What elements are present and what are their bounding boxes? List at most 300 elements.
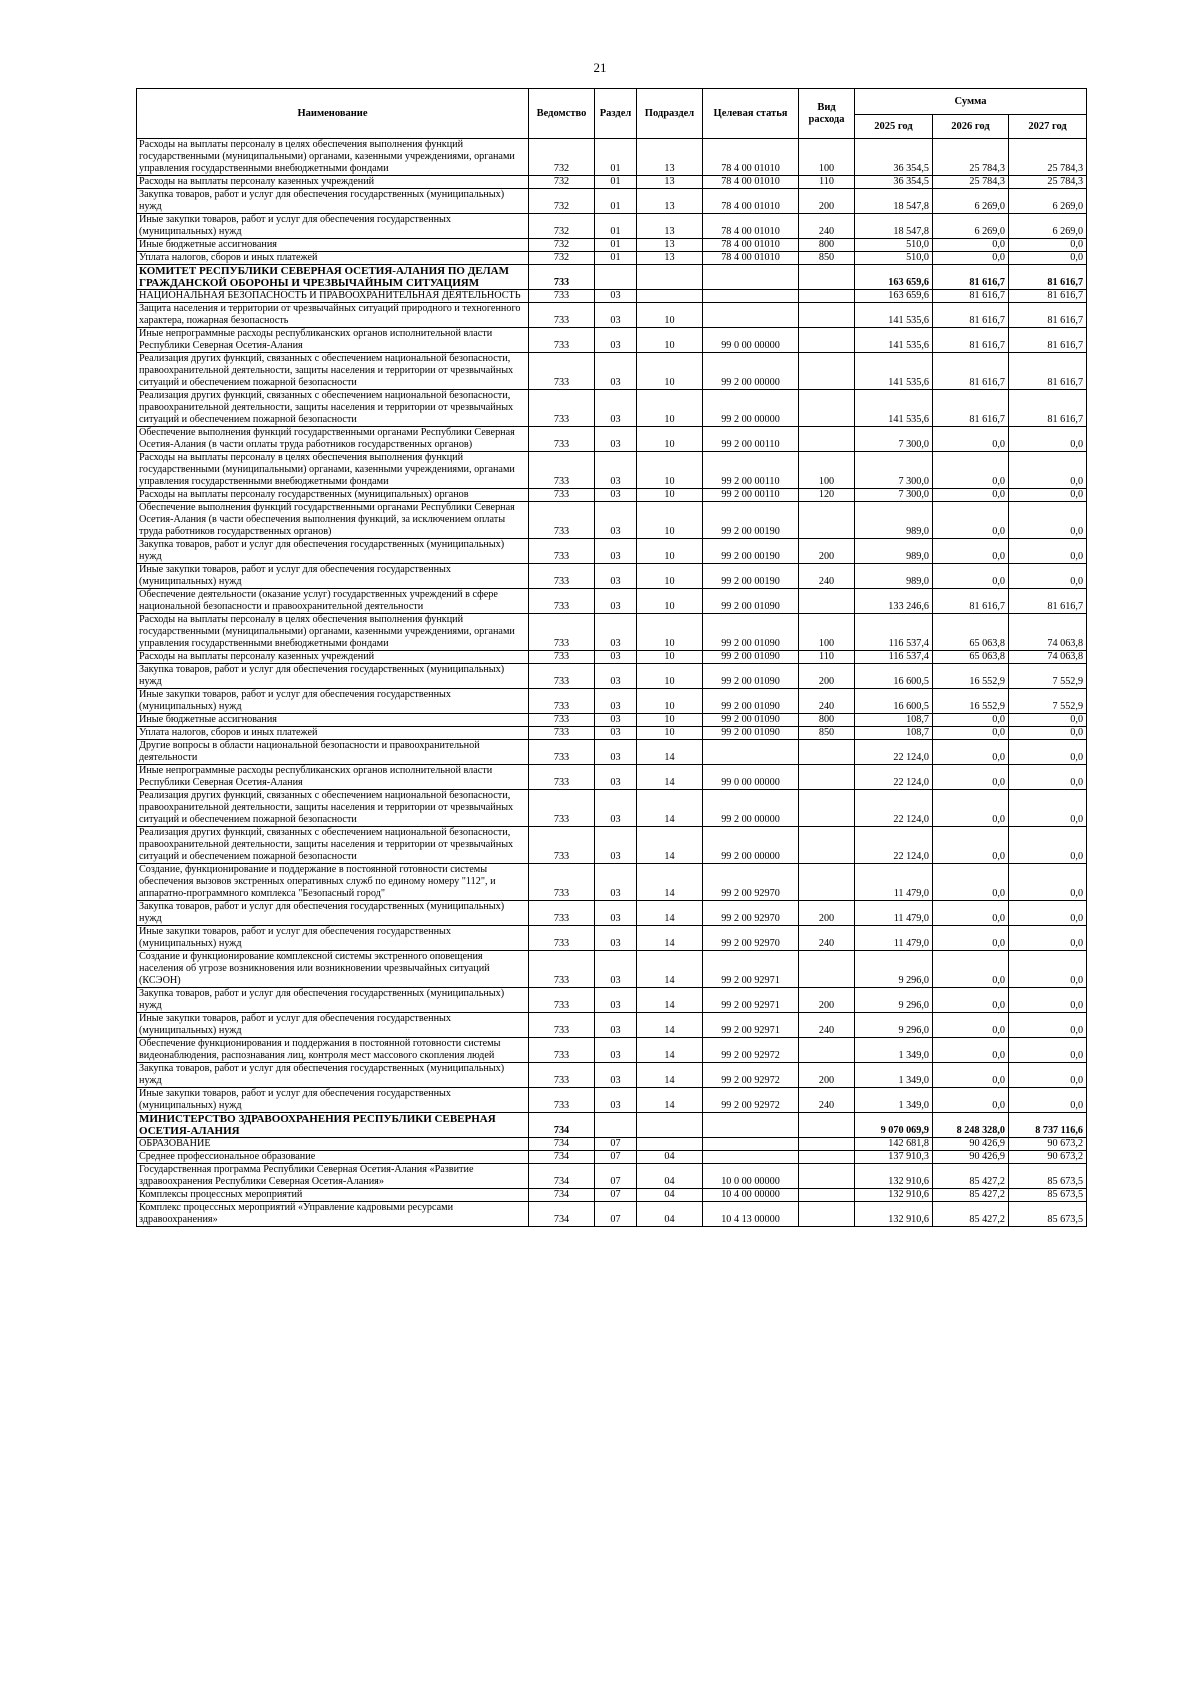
target-article-cell: 78 4 00 01010: [703, 176, 799, 189]
header-subsection: Подраздел: [637, 89, 703, 139]
amount-2026-cell: 0,0: [933, 926, 1009, 951]
header-year-2026: 2026 год: [933, 115, 1009, 139]
amount-2026-cell: 0,0: [933, 765, 1009, 790]
amount-2025-cell: 9 296,0: [855, 988, 933, 1013]
department-cell: 734: [529, 1164, 595, 1189]
expense-type-cell: 240: [799, 564, 855, 589]
department-cell: 733: [529, 988, 595, 1013]
expense-type-cell: 110: [799, 176, 855, 189]
target-article-cell: 99 2 00 00190: [703, 539, 799, 564]
target-article-cell: [703, 1151, 799, 1164]
subsection-cell: 13: [637, 252, 703, 265]
name-cell: Обеспечение выполнения функций государственными органами Республики Северная Осетия-Алания (в части оплаты труда работников государственных органов): [137, 427, 529, 452]
name-cell: МИНИСТЕРСТВО ЗДРАВООХРАНЕНИЯ РЕСПУБЛИКИ СЕВЕРНАЯ ОСЕТИЯ-АЛАНИЯ: [137, 1113, 529, 1138]
target-article-cell: 99 0 00 00000: [703, 765, 799, 790]
section-cell: 03: [595, 765, 637, 790]
name-cell: Уплата налогов, сборов и иных платежей: [137, 252, 529, 265]
target-article-cell: 99 2 00 01090: [703, 727, 799, 740]
amount-2025-cell: 1 349,0: [855, 1038, 933, 1063]
table-row: [137, 740, 1087, 765]
expense-type-cell: [799, 290, 855, 303]
table-row: [137, 1063, 1087, 1088]
expense-type-cell: 200: [799, 189, 855, 214]
target-article-cell: 99 2 00 00110: [703, 427, 799, 452]
section-cell: 03: [595, 714, 637, 727]
amount-2026-cell: 0,0: [933, 951, 1009, 988]
target-article-cell: [703, 290, 799, 303]
name-cell: Закупка товаров, работ и услуг для обеспечения государственных (муниципальных) нужд: [137, 901, 529, 926]
amount-2026-cell: 0,0: [933, 1088, 1009, 1113]
section-cell: 03: [595, 564, 637, 589]
expense-type-cell: 100: [799, 139, 855, 176]
table-row: [137, 390, 1087, 427]
amount-2027-cell: 0,0: [1009, 564, 1087, 589]
section-cell: 03: [595, 689, 637, 714]
table-row: [137, 489, 1087, 502]
section-cell: 07: [595, 1151, 637, 1164]
amount-2025-cell: 7 300,0: [855, 489, 933, 502]
subsection-cell: 14: [637, 740, 703, 765]
target-article-cell: 99 2 00 00190: [703, 502, 799, 539]
amount-2026-cell: 81 616,7: [933, 589, 1009, 614]
name-cell: Закупка товаров, работ и услуг для обеспечения государственных (муниципальных) нужд: [137, 539, 529, 564]
section-cell: 01: [595, 252, 637, 265]
amount-2025-cell: 108,7: [855, 714, 933, 727]
table-row: [137, 1088, 1087, 1113]
table-row: [137, 1038, 1087, 1063]
expense-type-cell: [799, 353, 855, 390]
amount-2027-cell: 81 616,7: [1009, 290, 1087, 303]
amount-2026-cell: 0,0: [933, 239, 1009, 252]
target-article-cell: 99 2 00 92972: [703, 1063, 799, 1088]
amount-2026-cell: 0,0: [933, 489, 1009, 502]
department-cell: 732: [529, 176, 595, 189]
target-article-cell: 99 2 00 01090: [703, 589, 799, 614]
section-cell: 03: [595, 988, 637, 1013]
amount-2025-cell: 141 535,6: [855, 353, 933, 390]
name-cell: Закупка товаров, работ и услуг для обеспечения государственных (муниципальных) нужд: [137, 189, 529, 214]
subsection-cell: 14: [637, 1088, 703, 1113]
subsection-cell: 10: [637, 727, 703, 740]
target-article-cell: 99 2 00 01090: [703, 664, 799, 689]
amount-2025-cell: 22 124,0: [855, 765, 933, 790]
name-cell: Расходы на выплаты персоналу в целях обеспечения выполнения функций государственными (муниципальными) органами, казенными учреждениями, органами управления государственными внебюджетными фондами: [137, 452, 529, 489]
department-cell: 733: [529, 564, 595, 589]
department-cell: 733: [529, 1038, 595, 1063]
table-row: [137, 139, 1087, 176]
name-cell: Обеспечение деятельности (оказание услуг) государственных учреждений в сфере национальной безопасности и правоохранительной деятельности: [137, 589, 529, 614]
name-cell: Уплата налогов, сборов и иных платежей: [137, 727, 529, 740]
amount-2027-cell: 81 616,7: [1009, 303, 1087, 328]
name-cell: Иные бюджетные ассигнования: [137, 239, 529, 252]
table-row: [137, 864, 1087, 901]
name-cell: Иные закупки товаров, работ и услуг для обеспечения государственных (муниципальных) нужд: [137, 1088, 529, 1113]
amount-2027-cell: 81 616,7: [1009, 353, 1087, 390]
subsection-cell: 10: [637, 328, 703, 353]
section-cell: [595, 265, 637, 290]
subsection-cell: 10: [637, 689, 703, 714]
section-cell: 03: [595, 827, 637, 864]
section-cell: 01: [595, 214, 637, 239]
amount-2025-cell: 7 300,0: [855, 427, 933, 452]
target-article-cell: 78 4 00 01010: [703, 189, 799, 214]
name-cell: Реализация других функций, связанных с обеспечением национальной безопасности, правоохранительной деятельности, защиты населения и территории от чрезвычайных ситуаций и обеспечением пожарной безопасности: [137, 790, 529, 827]
amount-2027-cell: 0,0: [1009, 714, 1087, 727]
amount-2026-cell: 0,0: [933, 901, 1009, 926]
name-cell: Иные закупки товаров, работ и услуг для обеспечения государственных (муниципальных) нужд: [137, 214, 529, 239]
table-row: [137, 1138, 1087, 1151]
amount-2027-cell: 81 616,7: [1009, 589, 1087, 614]
subsection-cell: [637, 290, 703, 303]
table-row: [137, 564, 1087, 589]
section-cell: 03: [595, 353, 637, 390]
department-cell: 733: [529, 489, 595, 502]
header-department: Ведомство: [529, 89, 595, 139]
table-row: [137, 689, 1087, 714]
table-row: [137, 1189, 1087, 1202]
name-cell: Расходы на выплаты персоналу государственных (муниципальных) органов: [137, 489, 529, 502]
amount-2027-cell: 0,0: [1009, 926, 1087, 951]
table-row: [137, 1013, 1087, 1038]
amount-2027-cell: 6 269,0: [1009, 189, 1087, 214]
amount-2026-cell: 0,0: [933, 864, 1009, 901]
header-name: Наименование: [137, 89, 529, 139]
expense-type-cell: [799, 390, 855, 427]
department-cell: 733: [529, 353, 595, 390]
amount-2025-cell: 1 349,0: [855, 1088, 933, 1113]
amount-2025-cell: 9 296,0: [855, 1013, 933, 1038]
department-cell: 733: [529, 390, 595, 427]
name-cell: Расходы на выплаты персоналу в целях обеспечения выполнения функций государственными (муниципальными) органами, казенными учреждениями, органами управления государственными внебюджетными фондами: [137, 614, 529, 651]
subsection-cell: 04: [637, 1202, 703, 1227]
target-article-cell: [703, 1138, 799, 1151]
expense-type-cell: 100: [799, 452, 855, 489]
amount-2025-cell: 116 537,4: [855, 614, 933, 651]
department-cell: 733: [529, 714, 595, 727]
amount-2025-cell: 9 070 069,9: [855, 1113, 933, 1138]
table-row: [137, 452, 1087, 489]
target-article-cell: 99 2 00 00110: [703, 489, 799, 502]
table-row: [137, 427, 1087, 452]
amount-2025-cell: 163 659,6: [855, 265, 933, 290]
amount-2025-cell: 18 547,8: [855, 189, 933, 214]
section-cell: [595, 1113, 637, 1138]
name-cell: Расходы на выплаты персоналу казенных учреждений: [137, 651, 529, 664]
section-cell: 03: [595, 951, 637, 988]
name-cell: Реализация других функций, связанных с обеспечением национальной безопасности, правоохранительной деятельности, защиты населения и территории от чрезвычайных ситуаций и обеспечением пожарной безопасности: [137, 353, 529, 390]
amount-2027-cell: 0,0: [1009, 1038, 1087, 1063]
section-cell: 03: [595, 740, 637, 765]
expense-type-cell: 200: [799, 664, 855, 689]
table-row: [137, 1164, 1087, 1189]
subsection-cell: 10: [637, 539, 703, 564]
amount-2026-cell: 0,0: [933, 252, 1009, 265]
expense-type-cell: 240: [799, 689, 855, 714]
name-cell: Комплекс процессных мероприятий «Управление кадровыми ресурсами здравоохранения»: [137, 1202, 529, 1227]
department-cell: 733: [529, 926, 595, 951]
amount-2027-cell: 81 616,7: [1009, 328, 1087, 353]
name-cell: Иные непрограммные расходы республиканских органов исполнительной власти Республики Северная Осетия-Алания: [137, 765, 529, 790]
name-cell: Комплексы процессных мероприятий: [137, 1189, 529, 1202]
department-cell: 732: [529, 189, 595, 214]
target-article-cell: 99 2 00 92971: [703, 988, 799, 1013]
subsection-cell: 10: [637, 589, 703, 614]
amount-2027-cell: 0,0: [1009, 452, 1087, 489]
amount-2025-cell: 163 659,6: [855, 290, 933, 303]
department-cell: 733: [529, 1013, 595, 1038]
header-section: Раздел: [595, 89, 637, 139]
expense-type-cell: [799, 765, 855, 790]
amount-2025-cell: 16 600,5: [855, 689, 933, 714]
section-cell: 03: [595, 664, 637, 689]
department-cell: 733: [529, 727, 595, 740]
subsection-cell: 14: [637, 988, 703, 1013]
section-cell: 03: [595, 864, 637, 901]
section-cell: 07: [595, 1138, 637, 1151]
amount-2026-cell: 65 063,8: [933, 614, 1009, 651]
amount-2026-cell: 81 616,7: [933, 328, 1009, 353]
department-cell: 733: [529, 589, 595, 614]
expense-type-cell: 200: [799, 901, 855, 926]
name-cell: Закупка товаров, работ и услуг для обеспечения государственных (муниципальных) нужд: [137, 988, 529, 1013]
amount-2027-cell: 0,0: [1009, 765, 1087, 790]
section-cell: 03: [595, 1063, 637, 1088]
target-article-cell: 78 4 00 01010: [703, 139, 799, 176]
amount-2025-cell: 141 535,6: [855, 303, 933, 328]
name-cell: Реализация других функций, связанных с обеспечением национальной безопасности, правоохранительной деятельности, защиты населения и территории от чрезвычайных ситуаций и обеспечением пожарной безопасности: [137, 827, 529, 864]
target-article-cell: 99 2 00 00110: [703, 452, 799, 489]
amount-2025-cell: 989,0: [855, 564, 933, 589]
department-cell: 733: [529, 1088, 595, 1113]
amount-2027-cell: 0,0: [1009, 988, 1087, 1013]
section-cell: 03: [595, 614, 637, 651]
table-row: [137, 1202, 1087, 1227]
target-article-cell: 78 4 00 01010: [703, 239, 799, 252]
subsection-cell: 10: [637, 390, 703, 427]
expense-type-cell: [799, 740, 855, 765]
amount-2026-cell: 85 427,2: [933, 1189, 1009, 1202]
target-article-cell: 99 2 00 01090: [703, 651, 799, 664]
amount-2025-cell: 142 681,8: [855, 1138, 933, 1151]
amount-2025-cell: 11 479,0: [855, 901, 933, 926]
table-row: [137, 589, 1087, 614]
amount-2027-cell: 81 616,7: [1009, 390, 1087, 427]
expense-type-cell: [799, 1038, 855, 1063]
target-article-cell: 99 2 00 00000: [703, 390, 799, 427]
amount-2026-cell: 6 269,0: [933, 189, 1009, 214]
amount-2027-cell: 0,0: [1009, 740, 1087, 765]
name-cell: Государственная программа Республики Северная Осетия-Алания «Развитие здравоохранения Республики Северная Осетия-Алания»: [137, 1164, 529, 1189]
subsection-cell: [637, 1113, 703, 1138]
table-row: [137, 988, 1087, 1013]
department-cell: 733: [529, 664, 595, 689]
amount-2025-cell: 141 535,6: [855, 328, 933, 353]
target-article-cell: [703, 1113, 799, 1138]
table-row: [137, 651, 1087, 664]
table-row: [137, 290, 1087, 303]
amount-2025-cell: 22 124,0: [855, 740, 933, 765]
amount-2027-cell: 0,0: [1009, 727, 1087, 740]
subsection-cell: 10: [637, 303, 703, 328]
expense-type-cell: [799, 265, 855, 290]
subsection-cell: 10: [637, 353, 703, 390]
target-article-cell: [703, 265, 799, 290]
table-header: [137, 89, 1087, 139]
department-cell: 733: [529, 1063, 595, 1088]
amount-2027-cell: 85 673,5: [1009, 1202, 1087, 1227]
expense-type-cell: [799, 303, 855, 328]
amount-2026-cell: 81 616,7: [933, 265, 1009, 290]
target-article-cell: 99 2 00 00000: [703, 827, 799, 864]
amount-2025-cell: 132 910,6: [855, 1189, 933, 1202]
expense-type-cell: 850: [799, 727, 855, 740]
table-row: [137, 727, 1087, 740]
amount-2025-cell: 16 600,5: [855, 664, 933, 689]
expense-type-cell: 120: [799, 489, 855, 502]
target-article-cell: 10 4 00 00000: [703, 1189, 799, 1202]
amount-2026-cell: 90 426,9: [933, 1138, 1009, 1151]
section-cell: 03: [595, 926, 637, 951]
department-cell: 733: [529, 790, 595, 827]
name-cell: Обеспечение функционирования и поддержания в постоянной готовности системы видеонаблюдения, распознавания лиц, контроля мест массового скопления людей: [137, 1038, 529, 1063]
section-cell: 01: [595, 189, 637, 214]
section-cell: 07: [595, 1164, 637, 1189]
amount-2025-cell: 9 296,0: [855, 951, 933, 988]
table-row: [137, 303, 1087, 328]
header-target-article: Целевая статья: [703, 89, 799, 139]
department-cell: 734: [529, 1189, 595, 1202]
expense-type-cell: [799, 1164, 855, 1189]
section-cell: 03: [595, 539, 637, 564]
target-article-cell: 99 2 00 01090: [703, 614, 799, 651]
section-cell: 03: [595, 1088, 637, 1113]
subsection-cell: 14: [637, 864, 703, 901]
section-cell: 07: [595, 1189, 637, 1202]
amount-2027-cell: 0,0: [1009, 1088, 1087, 1113]
amount-2025-cell: 36 354,5: [855, 176, 933, 189]
amount-2026-cell: 0,0: [933, 714, 1009, 727]
amount-2027-cell: 0,0: [1009, 239, 1087, 252]
expense-type-cell: [799, 790, 855, 827]
section-cell: 03: [595, 390, 637, 427]
table-row: [137, 926, 1087, 951]
name-cell: Создание, функционирование и поддержание в постоянной готовности системы обеспечения вызовов экстренных оперативных служб по единому номеру "112", и аппаратно-программного комплекса "Безопасный город": [137, 864, 529, 901]
department-cell: 732: [529, 139, 595, 176]
table-row: [137, 664, 1087, 689]
section-cell: 01: [595, 139, 637, 176]
subsection-cell: 10: [637, 664, 703, 689]
section-cell: 03: [595, 589, 637, 614]
subsection-cell: 10: [637, 452, 703, 489]
amount-2025-cell: 132 910,6: [855, 1164, 933, 1189]
amount-2026-cell: 0,0: [933, 740, 1009, 765]
subsection-cell: 14: [637, 926, 703, 951]
expense-type-cell: 800: [799, 714, 855, 727]
name-cell: Закупка товаров, работ и услуг для обеспечения государственных (муниципальных) нужд: [137, 1063, 529, 1088]
target-article-cell: 99 2 00 92970: [703, 926, 799, 951]
expense-type-cell: 240: [799, 1088, 855, 1113]
amount-2026-cell: 0,0: [933, 452, 1009, 489]
amount-2025-cell: 22 124,0: [855, 790, 933, 827]
table-row: [137, 214, 1087, 239]
subsection-cell: 04: [637, 1151, 703, 1164]
amount-2026-cell: 16 552,9: [933, 664, 1009, 689]
subsection-cell: 10: [637, 614, 703, 651]
table-row: [137, 189, 1087, 214]
amount-2027-cell: 0,0: [1009, 827, 1087, 864]
subsection-cell: 13: [637, 239, 703, 252]
amount-2027-cell: 0,0: [1009, 790, 1087, 827]
subsection-cell: 10: [637, 427, 703, 452]
expense-type-cell: [799, 864, 855, 901]
amount-2026-cell: 16 552,9: [933, 689, 1009, 714]
amount-2026-cell: 0,0: [933, 727, 1009, 740]
amount-2027-cell: 90 673,2: [1009, 1151, 1087, 1164]
amount-2025-cell: 1 349,0: [855, 1063, 933, 1088]
department-cell: 733: [529, 265, 595, 290]
subsection-cell: 10: [637, 564, 703, 589]
subsection-cell: 14: [637, 951, 703, 988]
section-cell: 01: [595, 176, 637, 189]
department-cell: 732: [529, 214, 595, 239]
amount-2026-cell: 0,0: [933, 1063, 1009, 1088]
section-cell: 03: [595, 489, 637, 502]
expense-type-cell: [799, 1151, 855, 1164]
amount-2025-cell: 108,7: [855, 727, 933, 740]
amount-2025-cell: 11 479,0: [855, 864, 933, 901]
expense-type-cell: 110: [799, 651, 855, 664]
subsection-cell: 04: [637, 1164, 703, 1189]
amount-2027-cell: 74 063,8: [1009, 651, 1087, 664]
table-body: [137, 139, 1087, 1227]
name-cell: Среднее профессиональное образование: [137, 1151, 529, 1164]
amount-2025-cell: 11 479,0: [855, 926, 933, 951]
amount-2025-cell: 36 354,5: [855, 139, 933, 176]
target-article-cell: 99 2 00 01090: [703, 714, 799, 727]
expense-type-cell: [799, 589, 855, 614]
header-expense-type: Вид расхода: [799, 89, 855, 139]
amount-2025-cell: 141 535,6: [855, 390, 933, 427]
amount-2025-cell: 510,0: [855, 252, 933, 265]
subsection-cell: 13: [637, 189, 703, 214]
expense-type-cell: [799, 951, 855, 988]
amount-2026-cell: 8 248 328,0: [933, 1113, 1009, 1138]
subsection-cell: 10: [637, 502, 703, 539]
table-row: [137, 765, 1087, 790]
amount-2026-cell: 81 616,7: [933, 290, 1009, 303]
amount-2027-cell: 0,0: [1009, 489, 1087, 502]
target-article-cell: 99 2 00 92970: [703, 901, 799, 926]
name-cell: Иные закупки товаров, работ и услуг для обеспечения государственных (муниципальных) нужд: [137, 926, 529, 951]
department-cell: 733: [529, 502, 595, 539]
amount-2025-cell: 132 910,6: [855, 1202, 933, 1227]
amount-2027-cell: 0,0: [1009, 1013, 1087, 1038]
target-article-cell: 99 2 00 92971: [703, 1013, 799, 1038]
subsection-cell: 14: [637, 1013, 703, 1038]
name-cell: Иные бюджетные ассигнования: [137, 714, 529, 727]
amount-2027-cell: 6 269,0: [1009, 214, 1087, 239]
amount-2026-cell: 65 063,8: [933, 651, 1009, 664]
table-row: [137, 714, 1087, 727]
target-article-cell: 99 2 00 92971: [703, 951, 799, 988]
subsection-cell: 14: [637, 1038, 703, 1063]
name-cell: Иные непрограммные расходы республиканских органов исполнительной власти Республики Северная Осетия-Алания: [137, 328, 529, 353]
section-cell: 03: [595, 502, 637, 539]
section-cell: 03: [595, 328, 637, 353]
department-cell: 734: [529, 1151, 595, 1164]
department-cell: 732: [529, 239, 595, 252]
subsection-cell: [637, 265, 703, 290]
